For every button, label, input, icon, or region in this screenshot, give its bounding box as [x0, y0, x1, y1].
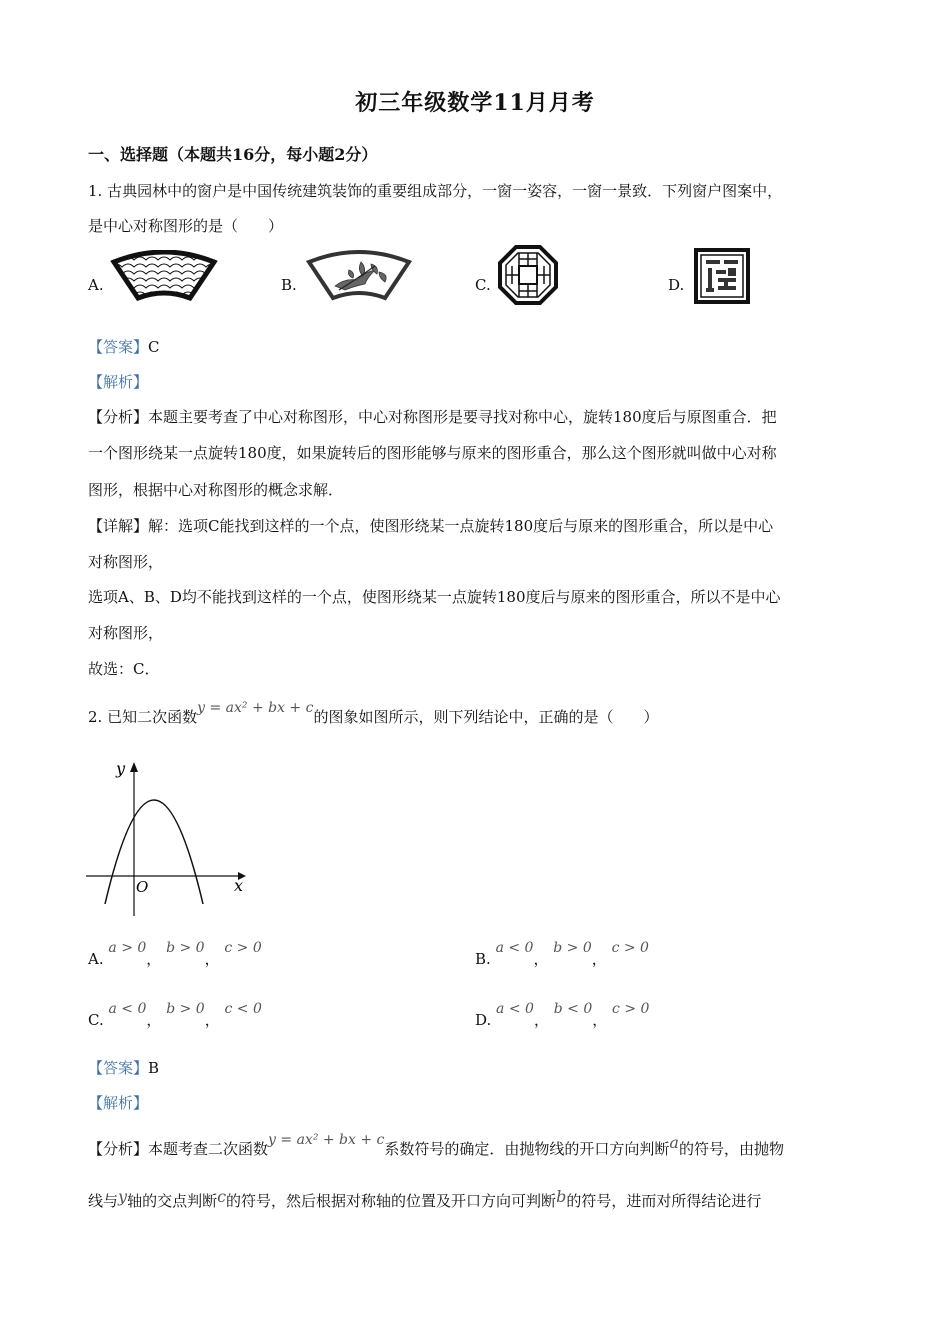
q1-option-d-label: D. — [668, 276, 685, 294]
q2-formula-inline: y = ax² + bx + c — [268, 1132, 385, 1148]
comma: ， — [533, 950, 549, 968]
q2-stem — [88, 700, 659, 727]
page-title: 初三年级数学11月月考 — [355, 90, 595, 116]
square-window-fu-icon — [694, 248, 750, 304]
q1-option-a-label: A. — [88, 276, 104, 294]
fenxi-text: 本题考查二次函数 — [148, 1140, 269, 1158]
option-a-cond: a < 0 — [496, 1001, 534, 1017]
option-b-cond: b < 0 — [553, 1001, 593, 1017]
q2-option-a — [88, 940, 262, 969]
fenxi-text: 的符号，进而对所得结论进行 — [566, 1192, 762, 1210]
q1-fenxi-line3: 图形，根据中心对称图形的概念求解． — [88, 481, 344, 499]
option-c-cond: c > 0 — [612, 1001, 650, 1017]
q2-formula: y = ax² + bx + c — [197, 700, 314, 716]
answer-tag: 【答案】 — [88, 1059, 149, 1077]
fenxi-tag: 【分析】 — [88, 1140, 149, 1158]
var-c: c — [217, 1187, 227, 1206]
option-a-cond: a < 0 — [108, 1001, 147, 1017]
y-axis-arrow-icon — [130, 762, 138, 772]
xiangjie-tag: 【详解】 — [88, 517, 149, 535]
answer-value: B — [148, 1059, 160, 1077]
comma: ， — [592, 1011, 608, 1029]
option-c-cond: c > 0 — [224, 940, 262, 956]
option-label: B. — [475, 950, 491, 968]
fan-window-lattice-icon — [110, 250, 218, 306]
fenxi-text: 本题主要考查了中心对称图形，中心对称图形是要寻找对称中心，旋转180度后与原图重合．把 — [148, 408, 777, 426]
comma: ， — [591, 950, 607, 968]
option-a-cond: a < 0 — [495, 940, 534, 956]
var-y: y — [118, 1187, 128, 1206]
comma: ， — [533, 1011, 549, 1029]
fenxi-text: 的符号，由抛物 — [678, 1140, 784, 1158]
option-a-cond: a > 0 — [108, 940, 147, 956]
var-a: a — [669, 1133, 679, 1152]
q1-xiangjie-line4: 对称图形， — [88, 624, 164, 642]
answer-tag: 【答案】 — [88, 338, 149, 356]
q1-xiangjie-line2: 对称图形， — [88, 553, 164, 571]
q1-option-b-label: B. — [281, 276, 297, 294]
q1-stem-line1: 1. 古典园林中的窗户是中国传统建筑装饰的重要组成部分，一窗一姿容，一窗一景致．下列窗户图案中， — [88, 182, 783, 200]
x-axis-label: x — [234, 876, 244, 895]
section-heading: 一、选择题（本题共16分，每小题2分） — [88, 145, 378, 164]
q2-answer — [88, 1057, 159, 1078]
q2-prefix: 2. 已知二次函数 — [88, 708, 198, 726]
parabola-curve — [105, 800, 203, 904]
octagon-window-icon — [498, 245, 558, 305]
option-label: C. — [88, 1011, 104, 1029]
option-b-cond: b > 0 — [166, 940, 205, 956]
var-b: b — [556, 1187, 567, 1206]
q2-option-d — [475, 1001, 650, 1030]
option-b-cond: b > 0 — [166, 1001, 205, 1017]
option-b-cond: b > 0 — [553, 940, 592, 956]
comma: ， — [146, 950, 162, 968]
q1-xiangjie-line5: 故选：C． — [88, 660, 160, 678]
q2-option-b — [475, 940, 649, 969]
q2-analysis-tag: 【解析】 — [88, 1094, 149, 1112]
y-axis-label: y — [116, 759, 126, 778]
comma: ， — [204, 1011, 220, 1029]
fenxi-tag: 【分析】 — [88, 408, 149, 426]
q1-fenxi-line1 — [88, 406, 777, 427]
q1-fenxi-line2: 一个图形绕某一点旋转180度，如果旋转后的图形能够与原来的图形重合，那么这个图形就叫做中心对称 — [88, 444, 777, 462]
option-c-cond: c < 0 — [224, 1001, 262, 1017]
q2-option-c — [88, 1001, 262, 1030]
option-label: A. — [88, 950, 104, 968]
fenxi-text: 轴的交点判断 — [127, 1192, 218, 1210]
option-c-cond: c > 0 — [611, 940, 649, 956]
comma: ， — [204, 950, 220, 968]
option-label: D. — [475, 1011, 492, 1029]
xiangjie-text: 解：选项C能找到这样的一个点，使图形绕某一点旋转180度后与原来的图形重合，所以是中心 — [148, 517, 774, 535]
fenxi-text: 线与 — [88, 1192, 119, 1210]
parabola-graph — [86, 758, 256, 918]
q2-suffix: 的图象如图所示，则下列结论中，正确的是（ ） — [313, 708, 659, 726]
q1-option-c-label: C. — [475, 276, 491, 294]
q2-fenxi-line1 — [88, 1132, 784, 1159]
fan-window-flower-icon — [305, 250, 413, 306]
answer-value: C — [148, 338, 160, 356]
q1-xiangjie-line1 — [88, 515, 773, 536]
comma: ， — [146, 1011, 162, 1029]
q1-xiangjie-line3: 选项A、B、D均不能找到这样的一个点，使图形绕某一点旋转180度后与原来的图形重合，所以不是中心 — [88, 588, 781, 606]
q1-analysis-tag: 【解析】 — [88, 373, 149, 391]
q1-answer — [88, 336, 160, 357]
fenxi-text: 的符号，然后根据对称轴的位置及开口方向可判断 — [226, 1192, 557, 1210]
q1-stem-line2: 是中心对称图形的是（ ） — [88, 217, 284, 235]
origin-label: O — [136, 878, 149, 896]
fenxi-text: 系数符号的确定．由抛物线的开口方向判断 — [384, 1140, 670, 1158]
q2-fenxi-line2 — [88, 1187, 762, 1211]
